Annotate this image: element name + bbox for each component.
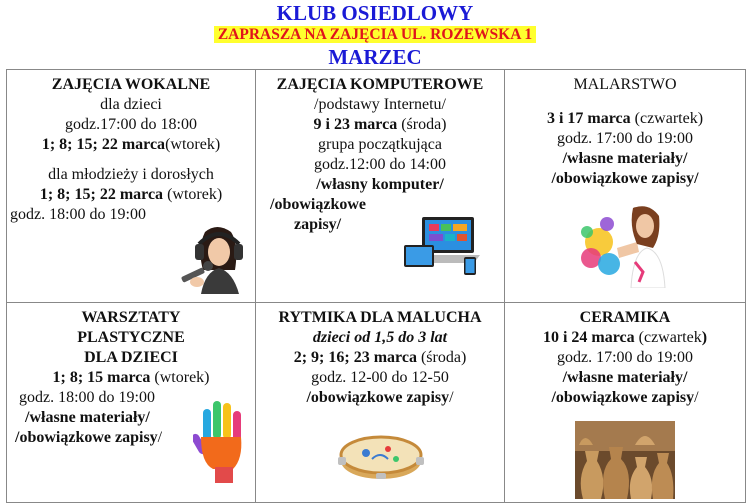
devices-photo: [402, 215, 482, 277]
rhythmics-age: dzieci od 1,5 do 3 lat: [312, 329, 448, 346]
vocal-adults-dates: 1; 8; 15; 22 marca (wtorek): [39, 186, 223, 203]
computer-own-laptop: /własny komputer/: [316, 176, 444, 193]
computer-topic: /podstawy Internetu/: [314, 96, 446, 113]
tambourine-photo: [336, 427, 426, 483]
cell-painting: [505, 70, 746, 303]
vocal-title: ZAJĘCIA WOKALNE: [51, 76, 211, 93]
rhythmics-dates: 2; 9; 16; 23 marca (środa): [293, 349, 467, 366]
subtitle-row: [0, 25, 750, 44]
rhythmics-registration: /obowiązkowe zapisy/: [306, 389, 454, 406]
vocal-adults-hours: godz. 18:00 do 19:00: [10, 206, 146, 223]
art-title-1: WARSZTATY: [81, 309, 181, 326]
ceramics-registration: /obowiązkowe zapisy/: [551, 389, 699, 406]
vocal-adults-label: dla młodzieży i dorosłych: [48, 166, 214, 183]
vocal-kids-label: dla dzieci: [100, 96, 162, 113]
ceramics-hours: godz. 17:00 do 19:00: [557, 349, 693, 366]
ceramics-materials: /własne materiały/: [562, 369, 688, 386]
schedule-table: [6, 69, 746, 503]
painting-title: MALARSTWO: [573, 76, 677, 93]
painting-hours: godz. 17:00 do 19:00: [557, 130, 693, 147]
ceramics-title: CERAMIKA: [579, 309, 671, 326]
computer-hours: godz.12:00 do 14:00: [314, 156, 446, 173]
painting-dates: 3 i 17 marca (czwartek): [546, 110, 704, 127]
computer-group: grupa początkująca: [318, 136, 442, 153]
computer-title: ZAJĘCIA KOMPUTEROWE: [276, 76, 484, 93]
art-title-2: PLASTYCZNE: [77, 329, 185, 346]
art-dates: 1; 8; 15 marca (wtorek): [52, 369, 210, 386]
painted-hand-photo: [193, 399, 251, 483]
cell-art-workshops: [7, 303, 256, 503]
cell-vocal-classes: [7, 70, 256, 303]
art-materials: /własne materiały/: [25, 409, 150, 426]
rhythmics-title: RYTMIKA DLA MALUCHA: [278, 309, 482, 326]
pottery-photo: [575, 421, 675, 499]
art-hours: godz. 18:00 do 19:00: [19, 389, 155, 406]
computer-registration-1: /obowiązkowe: [270, 196, 366, 213]
art-title-3: DLA DZIECI: [84, 349, 178, 366]
club-title: KLUB OSIEDLOWY: [276, 1, 474, 25]
month-title: MARZEC: [328, 45, 422, 69]
vocal-kids-dates: 1; 8; 15; 22 marca(wtorek): [41, 136, 221, 153]
computer-dates: 9 i 23 marca (środa): [313, 116, 447, 133]
cell-ceramics: [505, 303, 746, 503]
cell-rhythmics: [256, 303, 505, 503]
paint-splash-girl-photo: [577, 202, 673, 288]
rhythmics-hours: godz. 12-00 do 12-50: [311, 369, 449, 386]
computer-registration-2: zapisy/: [294, 216, 342, 233]
vocal-kids-hours: godz.17:00 do 18:00: [65, 116, 197, 133]
singer-photo: [175, 222, 253, 294]
invitation-subtitle: ZAPRASZA NA ZAJĘCIA UL. ROZEWSKA 1: [214, 26, 536, 43]
painting-materials: /własne materiały/: [562, 150, 688, 167]
painting-registration: /obowiązkowe zapisy/: [551, 170, 699, 187]
cell-computer-classes: [256, 70, 505, 303]
art-registration: /obowiązkowe zapisy/: [15, 429, 163, 446]
ceramics-dates: 10 i 24 marca (czwartek): [542, 329, 708, 346]
